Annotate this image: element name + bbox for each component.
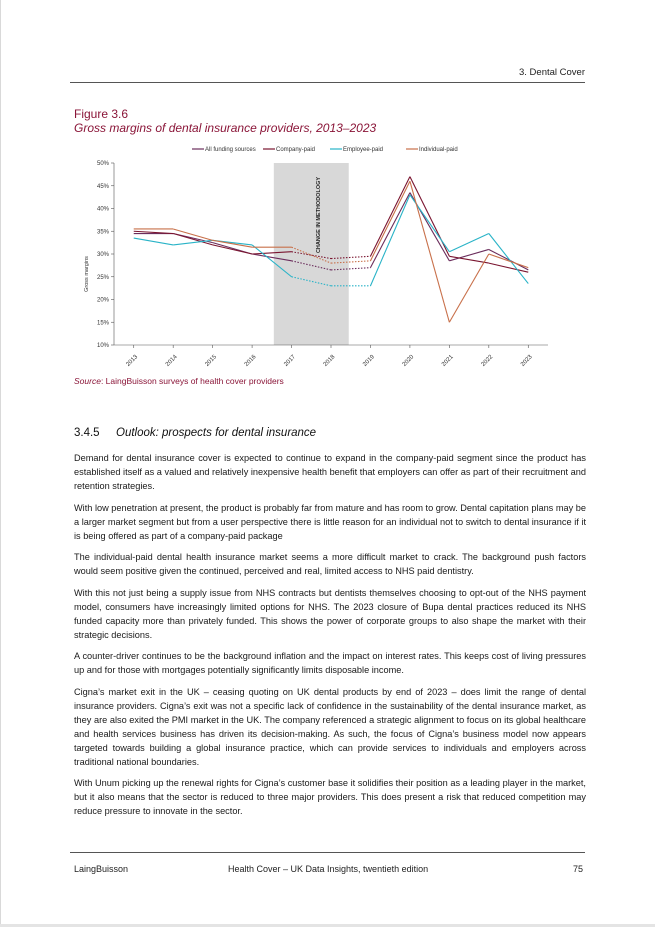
series-segment bbox=[489, 249, 528, 269]
legend-label: All funding sources bbox=[205, 147, 256, 153]
legend-label: Employee-paid bbox=[343, 147, 384, 153]
x-tick-label: 2018 bbox=[322, 354, 337, 368]
series-segment bbox=[410, 177, 449, 257]
series-segment bbox=[134, 238, 173, 245]
y-tick-label: 30% bbox=[96, 252, 109, 258]
y-tick-label: 50% bbox=[96, 161, 109, 167]
page-number: 75 bbox=[572, 864, 583, 874]
y-tick-label: 45% bbox=[96, 183, 109, 190]
x-tick-label: 2020 bbox=[401, 354, 416, 368]
methodology-band bbox=[274, 163, 349, 345]
body-text bbox=[74, 451, 586, 826]
y-tick-label: 10% bbox=[96, 343, 109, 349]
line-chart bbox=[74, 140, 574, 375]
figure-title: Gross margins of dental insurance providers, 2013–2023 bbox=[74, 121, 377, 135]
paragraph: With Unum picking up the renewal rights for Cigna’s customer base it solidifies their position as a leading player in the market, but it also means that the sector is reduced to three major providers. This does present a risk that reduced competition may reduce pressure to innovate in the sector. bbox=[74, 778, 586, 816]
paragraph: With low penetration at present, the product is probably far from mature and has room to grow. Dental capitation plans may be a larger market segment but from a user perspective there is little reason for an individual not to switch to dental insurance if it is being offered as part of a company-paid package bbox=[74, 502, 586, 541]
series-segment bbox=[449, 234, 488, 252]
y-axis-label: Gross margins bbox=[84, 256, 90, 292]
y-tick-label: 20% bbox=[96, 297, 109, 304]
x-tick-label: 2016 bbox=[243, 354, 258, 368]
x-tick-label: 2017 bbox=[283, 354, 297, 368]
legend-label: Individual-paid bbox=[419, 147, 458, 153]
paragraph: The individual-paid dental health insurance market seems a more difficult market to crack. The background push factors would seem positive given the continued, perceived and real, limited access to NHS paid dentistry. bbox=[74, 552, 586, 576]
page-edge bbox=[0, 0, 1, 927]
source-label: Source bbox=[74, 376, 101, 386]
y-tick-label: 25% bbox=[96, 274, 109, 281]
x-tick-label: 2015 bbox=[204, 354, 219, 368]
section-heading bbox=[74, 427, 316, 439]
series-segment bbox=[410, 181, 449, 322]
series-segment bbox=[449, 249, 488, 260]
series-segment bbox=[370, 177, 409, 257]
paragraph: A counter-driver continues to be the background inflation and the impact on interest rates. This keeps cost of living pressures up and for those with mortgages potentially significantly limits disposable income. bbox=[74, 651, 586, 675]
section-title: Outlook: prospects for dental insurance bbox=[116, 427, 317, 439]
x-tick-label: 2023 bbox=[519, 354, 534, 368]
paragraph: With this not just being a supply issue from NHS contracts but dentists themselves choosing to opt-out of the NHS payment model, consumers have increasingly limited options for NHS. The 2023 closure of Bupa dental practices reduced its NHS funded capacity more than privately funded. This shows the power of corporate groups to also shape the market with their strategic decisions. bbox=[74, 587, 586, 640]
x-tick-label: 2022 bbox=[480, 354, 495, 368]
y-tick-label: 15% bbox=[96, 320, 109, 327]
series-segment bbox=[489, 234, 528, 284]
paragraph: Demand for dental insurance cover is expected to continue to expand in the company-paid segment since the product has established itself as a valued and relatively inexpensive health benefit that employers can offer as part of their recruitment and retention strategies. bbox=[74, 453, 586, 491]
y-tick-label: 40% bbox=[96, 206, 109, 213]
band-label: CHANGE IN METHODOLOGY bbox=[315, 176, 322, 254]
x-tick-label: 2019 bbox=[362, 354, 376, 368]
x-tick-label: 2021 bbox=[441, 354, 455, 368]
series-segment bbox=[449, 254, 488, 322]
legend-label: Company-paid bbox=[276, 147, 316, 153]
paragraph: Cigna’s market exit in the UK – ceasing quoting on UK dental products by end of 2023 – does limit the range of dental insurance providers. Cigna’s exit was not a specific lack of confidence in the sustainability of the dental insurance market, as they are also exited the PMI market in the UK. The company referenced a strategic alignment to focus on its global healthcare and health services business has driven its decision-making. As such, the focus of Cigna’s business model now appears targeted towards building a global insurance practice, which can provide services to individuals and employers across traditional national boundaries. bbox=[74, 686, 586, 767]
series-segment bbox=[370, 193, 409, 268]
footer-publication: Health Cover – UK Data Insights, twentieth edition bbox=[228, 864, 429, 874]
section-number: 3.4.5 bbox=[74, 427, 100, 439]
series-segment bbox=[370, 181, 409, 261]
series-segment bbox=[489, 263, 528, 272]
footer-rule bbox=[70, 852, 585, 853]
footer-publisher: LaingBuisson bbox=[74, 864, 129, 874]
x-tick-label: 2013 bbox=[125, 354, 140, 368]
header-rule bbox=[70, 82, 585, 83]
figure-number: Figure 3.6 bbox=[74, 107, 129, 121]
running-header: 3. Dental Cover bbox=[518, 67, 585, 78]
series-segment bbox=[489, 254, 528, 268]
series-segment bbox=[370, 195, 409, 286]
x-tick-label: 2014 bbox=[164, 354, 179, 368]
chart-container bbox=[74, 140, 574, 375]
figure-source bbox=[74, 376, 284, 386]
source-text: : LaingBuisson surveys of health cover providers bbox=[100, 376, 284, 386]
y-tick-label: 35% bbox=[96, 229, 109, 236]
